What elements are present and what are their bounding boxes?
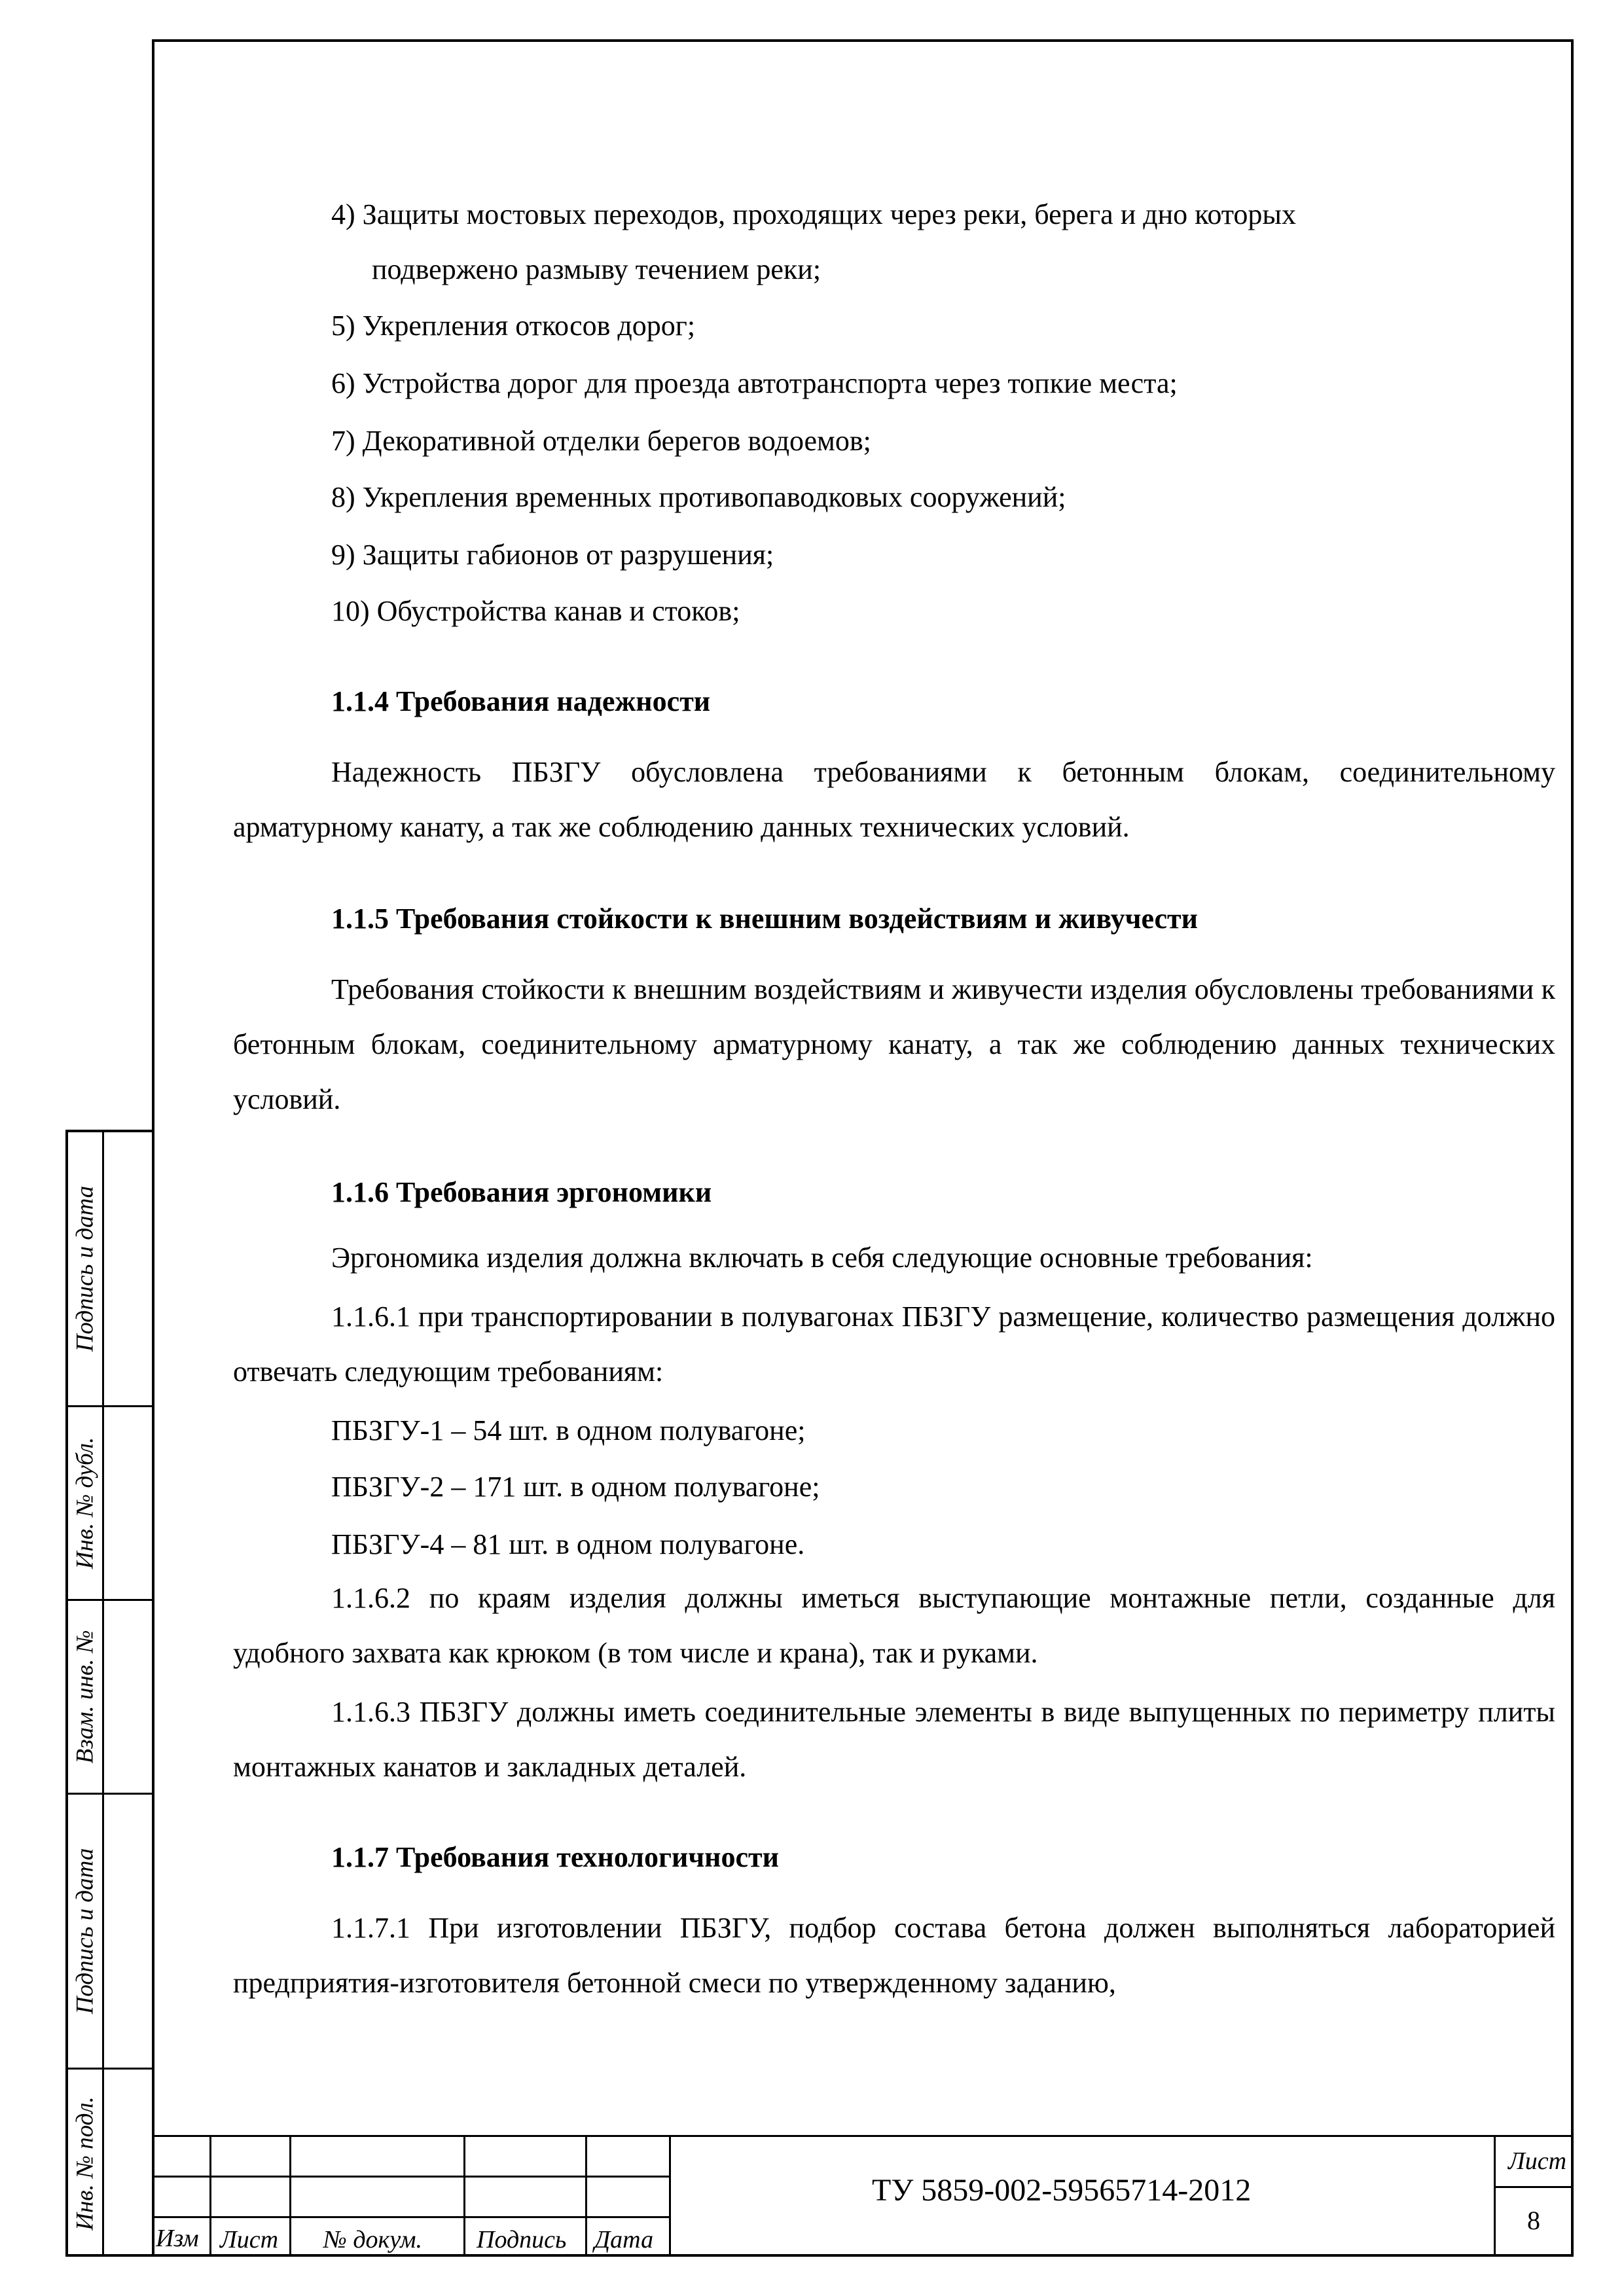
side-cell-signature-date-1 (68, 1132, 154, 1407)
paragraph: Эргономика изделия должна включать в себя следующие основные требования: (331, 1242, 1313, 1274)
list-item: ПБЗГУ-2 – 171 шт. в одном полувагоне; (331, 1471, 820, 1503)
side-cell-dup-inv (68, 1407, 154, 1601)
side-cell-original-inv (68, 2070, 154, 2257)
column-label-doc-number: № докум. (323, 2226, 422, 2253)
side-label: Подпись и дата (71, 1848, 99, 2015)
side-label: Инв. № дубл. (71, 1437, 99, 1570)
title-block (152, 2135, 1574, 2257)
sheet-number: 8 (1527, 2206, 1540, 2235)
side-cell-replace-inv (68, 1601, 154, 1795)
list-item: 8) Укрепления временных противопаводковых сооружений; (331, 481, 1066, 513)
side-stamp (65, 1130, 154, 2257)
list-item: ПБЗГУ-1 – 54 шт. в одном полувагоне; (331, 1414, 806, 1446)
paragraph: 1.1.7.1 При изготовлении ПБЗГУ, подбор состава бетона должен выполняться лабораторией предприятия-изготовителя бетонной смеси по утвержденному заданию, (233, 1912, 1555, 1999)
document-number: ТУ 5859-002-59565714-2012 (872, 2173, 1252, 2208)
list-item: 9) Защиты габионов от разрушения; (331, 539, 774, 571)
list-item: 5) Укрепления откосов дорог; (331, 310, 696, 342)
column-label-sheet: Лист (220, 2226, 279, 2253)
list-item: 6) Устройства дорог для проезда автотранспорта через топкие места; (331, 367, 1178, 399)
section-heading: 1.1.6 Требования эргономики (331, 1176, 712, 1208)
section-heading: 1.1.4 Требования надежности (331, 685, 711, 717)
section-heading: 1.1.7 Требования технологичности (331, 1841, 779, 1873)
paragraph: Надежность ПБЗГУ обусловлена требованиями к бетонным блокам, соединительному арматурному канату, а так же соблюдению данных технических условий. (233, 756, 1555, 843)
list-item: 10) Обустройства канав и стоков; (331, 595, 740, 627)
section-heading: 1.1.5 Требования стойкости к внешним воздействиям и живучести (331, 903, 1199, 935)
side-label: Инв. № подл. (71, 2096, 99, 2231)
list-item: подвержено размыву течением реки; (372, 253, 821, 285)
list-item: 4) Защиты мостовых переходов, проходящих через реки, берега и дно которых (331, 198, 1296, 230)
paragraph: Требования стойкости к внешним воздействиям и живучести изделия обусловлены требованиями к бетонным блокам, соединительному арматурному канату, а так же соблюдению данных технических условий. (233, 973, 1555, 1115)
paragraph: 1.1.6.3 ПБЗГУ должны иметь соединительные элементы в виде выпущенных по периметру плиты монтажных канатов и закладных деталей. (233, 1696, 1555, 1783)
side-label: Взам. инв. № (71, 1630, 99, 1764)
column-label-signature: Подпись (477, 2226, 567, 2253)
column-label-date: Дата (594, 2226, 654, 2253)
list-item: 7) Декоративной отделки берегов водоемов; (331, 425, 871, 457)
side-label: Подпись и дата (71, 1185, 99, 1352)
list-item: ПБЗГУ-4 – 81 шт. в одном полувагоне. (331, 1528, 805, 1560)
paragraph: 1.1.6.1 при транспортировании в полувагонах ПБЗГУ размещение, количество размещения должно отвечать следующим требованиям: (233, 1300, 1555, 1388)
paragraph: 1.1.6.2 по краям изделия должны иметься выступающие монтажные петли, созданные для удобного захвата как крюком (в том числе и крана), так и руками. (233, 1582, 1555, 1669)
column-label-change: Изм (156, 2225, 199, 2252)
side-cell-signature-date-2 (68, 1795, 154, 2070)
sheet-label: Лист (1508, 2147, 1567, 2175)
